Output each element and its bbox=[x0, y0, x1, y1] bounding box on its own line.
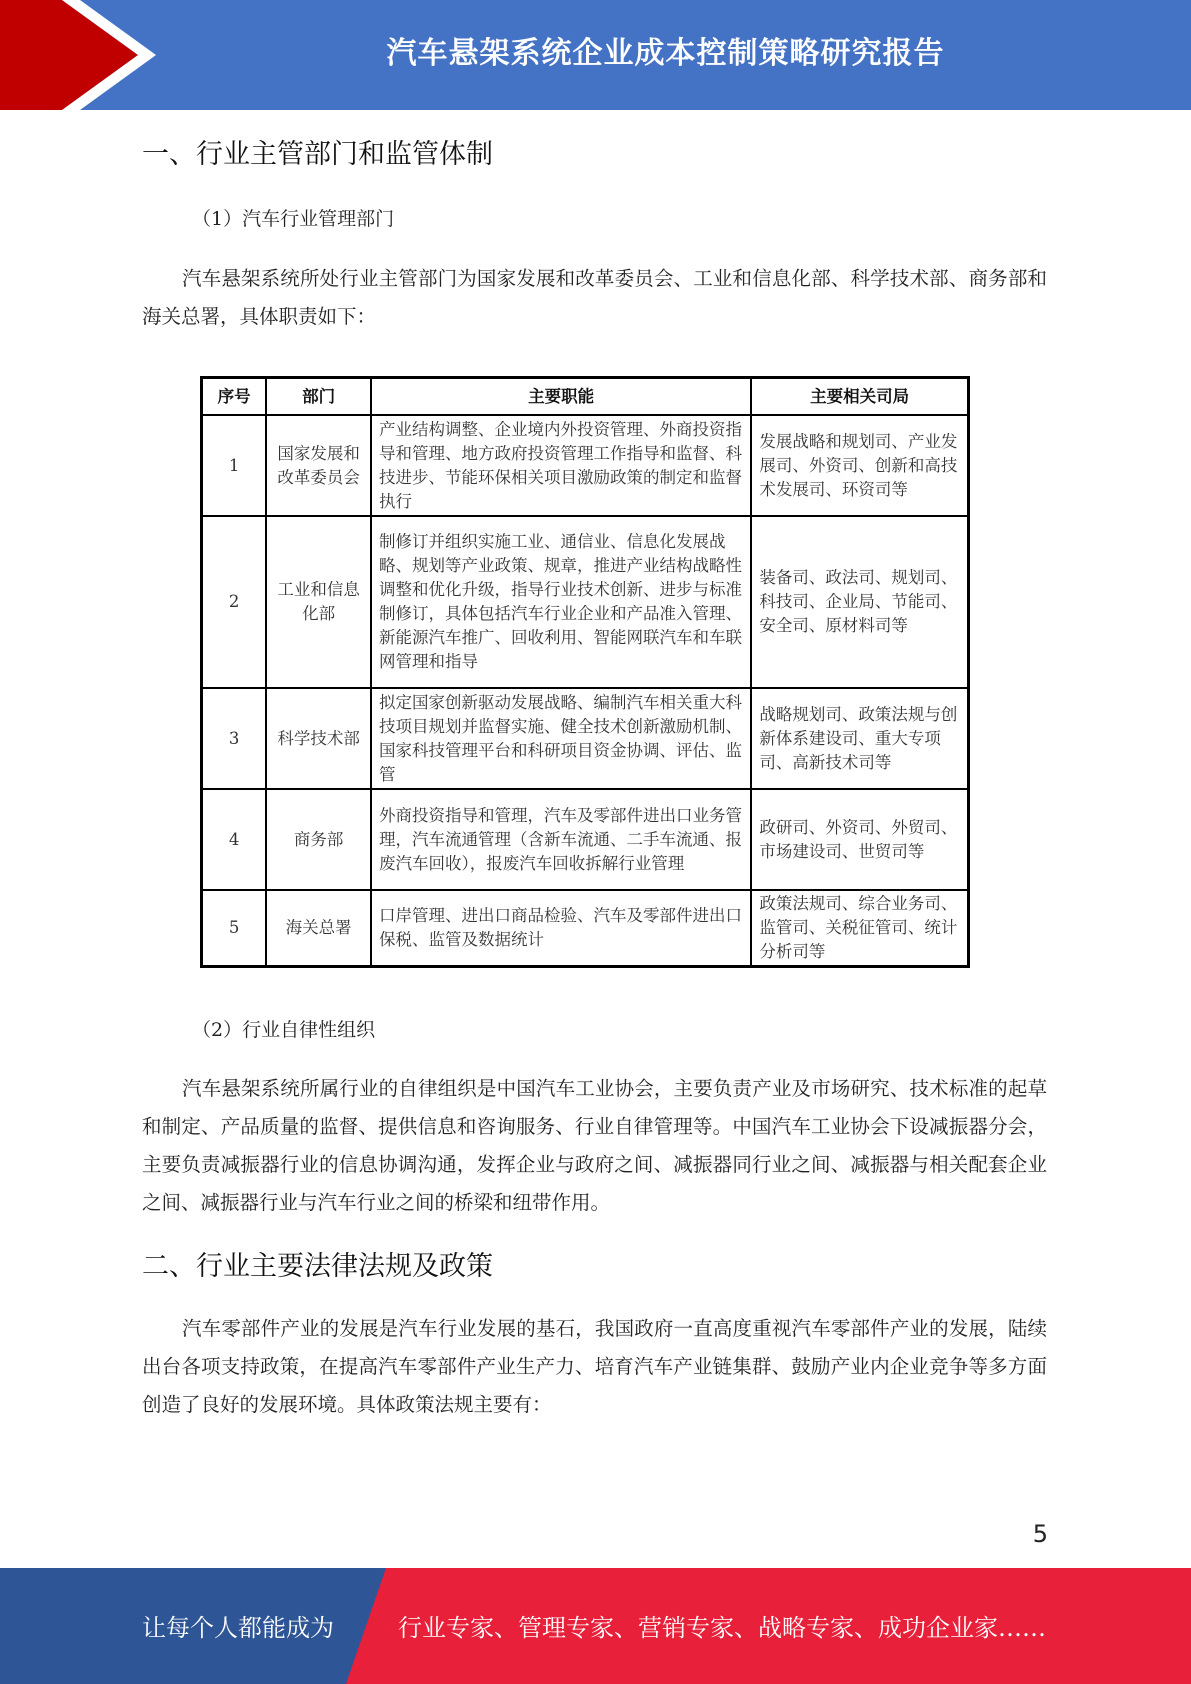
footer-slogan-right: 行业专家、管理专家、营销专家、战略专家、成功企业家…… bbox=[398, 1614, 1046, 1642]
table-row bbox=[202, 516, 969, 688]
table-row bbox=[202, 789, 969, 890]
cell-seq: 2 bbox=[202, 516, 267, 688]
cell-bureau: 发展战略和规划司、产业发展司、外资司、创新和高技术发展司、环资司等 bbox=[751, 415, 968, 516]
cell-dept: 科学技术部 bbox=[266, 688, 371, 789]
departments-table bbox=[200, 376, 970, 968]
section2-paragraph-1: 汽车零部件产业的发展是汽车行业发展的基石，我国政府一直高度重视汽车零部件产业的发展，陆续出台各项支持政策，在提高汽车零部件产业生产力、培育汽车产业链集群、鼓励产业内企业竞争等多方面创造了良好的发展环境。具体政策法规主要有： bbox=[142, 1317, 1047, 1416]
cell-function: 外商投资指导和管理，汽车及零部件进出口业务管理，汽车流通管理（含新车流通、二手车流通、报废汽车回收），报废汽车回收拆解行业管理 bbox=[371, 789, 751, 890]
table-header-row bbox=[202, 378, 969, 416]
cell-seq: 5 bbox=[202, 890, 267, 967]
cell-seq: 1 bbox=[202, 415, 267, 516]
header-function: 主要职能 bbox=[371, 378, 751, 416]
cell-seq: 3 bbox=[202, 688, 267, 789]
header-seq: 序号 bbox=[202, 378, 267, 416]
section1-subheading-2: （2）行业自律性组织 bbox=[192, 1019, 376, 1041]
cell-function: 制修订并组织实施工业、通信业、信息化发展战略、规划等产业政策、规章，推进产业结构战略性调整和优化升级，指导行业技术创新、进步与标准制修订，具体包括汽车行业企业和产品准入管理、新能源汽车推广、回收利用、智能网联汽车和车联网管理和指导 bbox=[371, 516, 751, 688]
table-row bbox=[202, 890, 969, 967]
footer-slogan-left: 让每个人都能成为 bbox=[142, 1614, 334, 1642]
cell-dept: 海关总署 bbox=[266, 890, 371, 967]
cell-bureau: 政策法规司、综合业务司、监管司、关税征管司、统计分析司等 bbox=[751, 890, 968, 967]
section1-paragraph-1: 汽车悬架系统所处行业主管部门为国家发展和改革委员会、工业和信息化部、科学技术部、商务部和海关总署，具体职责如下： bbox=[142, 267, 1047, 328]
table-row bbox=[202, 688, 969, 789]
cell-seq: 4 bbox=[202, 789, 267, 890]
page-footer bbox=[0, 1568, 1191, 1684]
section1-heading: 一、行业主管部门和监管体制 bbox=[142, 139, 493, 170]
section1-paragraph-2: 汽车悬架系统所属行业的自律组织是中国汽车工业协会，主要负责产业及市场研究、技术标准的起草和制定、产品质量的监督、提供信息和咨询服务、行业自律管理等。中国汽车工业协会下设减振器分会，主要负责减振器行业的信息协调沟通，发挥企业与政府之间、减振器同行业之间、减振器与相关配套企业之间、减振器行业与汽车行业之间的桥梁和纽带作用。 bbox=[142, 1077, 1047, 1214]
cell-function: 产业结构调整、企业境内外投资管理、外商投资指导和管理、地方政府投资管理工作指导和监督、科技进步、节能环保相关项目激励政策的制定和监督执行 bbox=[371, 415, 751, 516]
cell-bureau: 装备司、政法司、规划司、科技司、企业局、节能司、安全司、原材料司等 bbox=[751, 516, 968, 688]
report-title: 汽车悬架系统企业成本控制策略研究报告 bbox=[386, 36, 945, 71]
section1-subheading-1: （1）汽车行业管理部门 bbox=[192, 208, 395, 230]
section2-heading: 二、行业主要法律法规及政策 bbox=[142, 1251, 493, 1282]
table-row bbox=[202, 415, 969, 516]
cell-function: 拟定国家创新驱动发展战略、编制汽车相关重大科技项目规划并监督实施、健全技术创新激励机制、国家科技管理平台和科研项目资金协调、评估、监管 bbox=[371, 688, 751, 789]
cell-dept: 商务部 bbox=[266, 789, 371, 890]
page-header bbox=[0, 0, 1191, 110]
header-bureau: 主要相关司局 bbox=[751, 378, 968, 416]
page-number: 5 bbox=[1032, 1520, 1048, 1548]
cell-dept: 国家发展和改革委员会 bbox=[266, 415, 371, 516]
cell-dept: 工业和信息化部 bbox=[266, 516, 371, 688]
header-dept: 部门 bbox=[266, 378, 371, 416]
cell-bureau: 战略规划司、政策法规与创新体系建设司、重大专项司、高新技术司等 bbox=[751, 688, 968, 789]
cell-function: 口岸管理、进出口商品检验、汽车及零部件进出口保税、监管及数据统计 bbox=[371, 890, 751, 967]
cell-bureau: 政研司、外资司、外贸司、市场建设司、世贸司等 bbox=[751, 789, 968, 890]
